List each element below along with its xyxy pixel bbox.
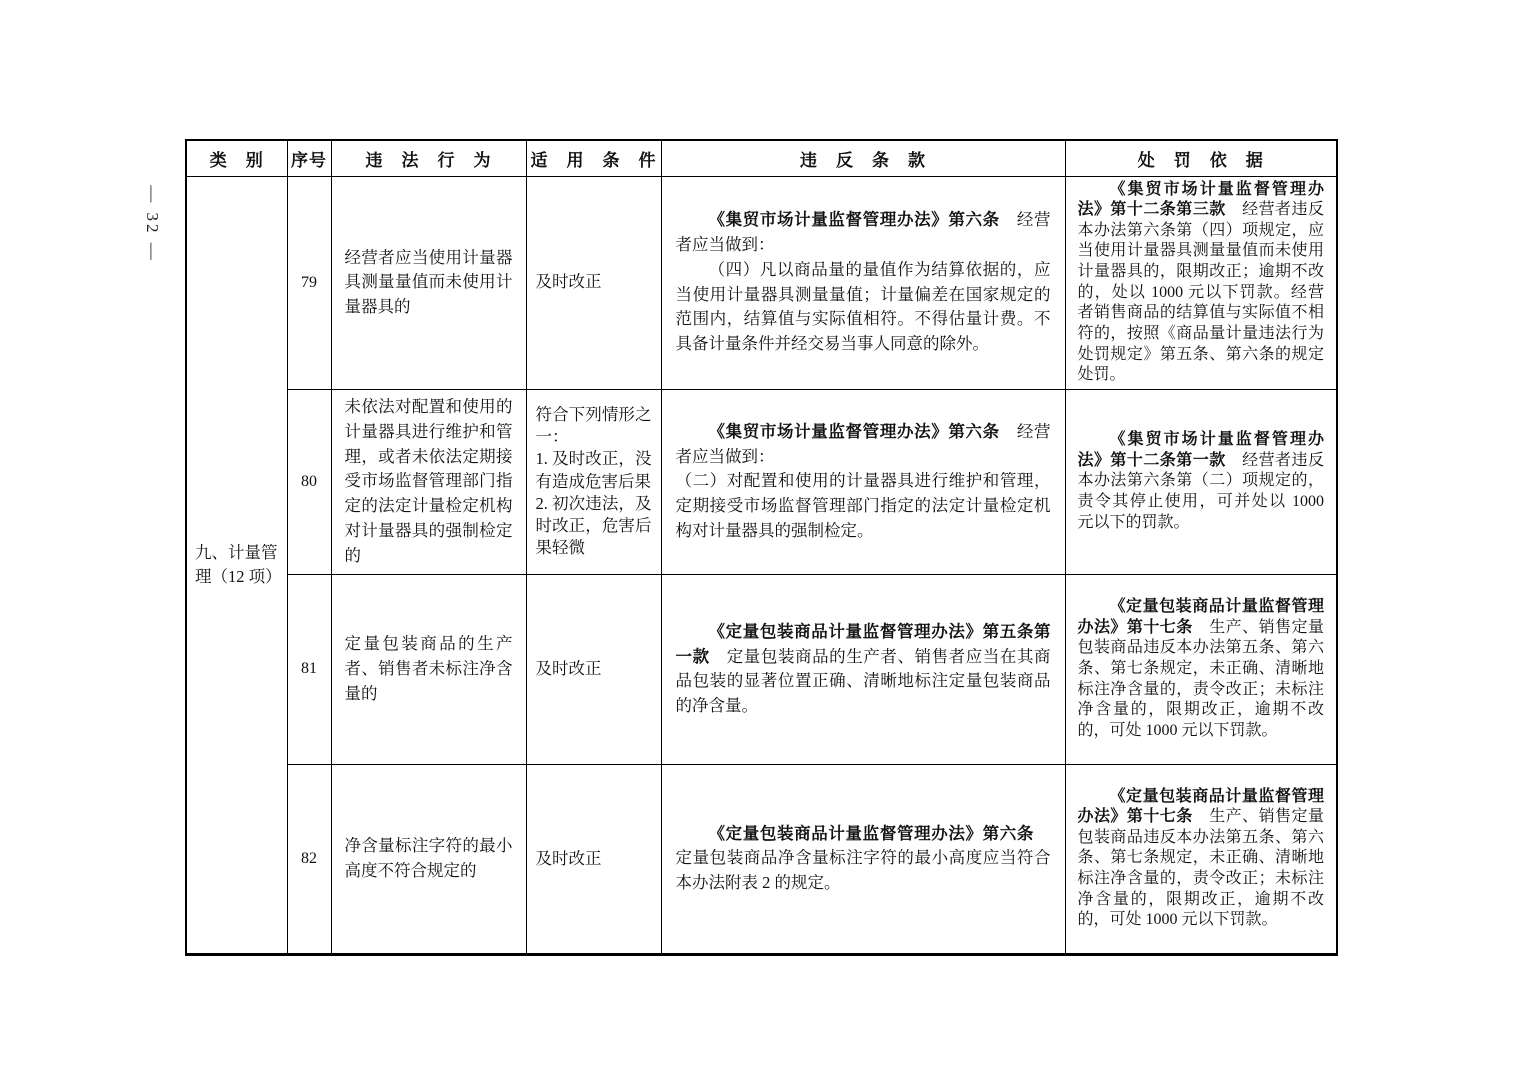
penalty-basis-cell — [1065, 176, 1337, 389]
law-reference-bold: 《定量包装商品计量监督管理办法》第十七条 — [1077, 787, 1324, 826]
applicable-condition-cell — [526, 176, 661, 389]
header-behavior: 违 法 行 为 — [331, 140, 526, 176]
penalty-basis-cell — [1065, 574, 1337, 764]
header-condition: 适 用 条 件 — [526, 140, 661, 176]
category-cell: 九、计量管理（12 项） — [186, 176, 287, 954]
paragraph: 《定量包装商品计量监督管理办法》第五条第一款 定量包装商品的生产者、销售者应当在其商品包装的显著位置正确、清晰地标注定量包装商品的净含量。 — [675, 622, 1051, 715]
condition-line: 及时改正 — [535, 659, 602, 679]
paragraph: 《集贸市场计量监督管理办法》第六条 经营者应当做到： — [675, 210, 1051, 255]
condition-line: 及时改正 — [535, 848, 602, 868]
paragraph: 《定量包装商品计量监督管理办法》第十七条 生产、销售定量包装商品违反本办法第五条、第六条、第七条规定，未正确、清晰地标注净含量的，责令改正；未标注净含量的，限期改正，逾期不改的，可处 1000 元以下罚款。 — [1077, 787, 1324, 929]
applicable-condition-cell — [526, 764, 661, 954]
header-clause: 违 反 条 款 — [661, 140, 1065, 176]
condition-line: 符合下列情形之一： — [535, 404, 652, 447]
law-reference-bold: 《集贸市场计量监督管理办法》第十二条第一款 — [1077, 431, 1324, 469]
paragraph: （四）凡以商品量的量值作为结算依据的，应当使用计量器具测量量值；计量偏差在国家规定的范围内，结算值与实际值相符。不得估量计费。不具备计量条件并经交易当事人同意的除外。 — [675, 259, 1051, 354]
header-penalty: 处 罚 依 据 — [1065, 140, 1337, 176]
illegal-behavior-cell: 定量包装商品的生产者、销售者未标注净含量的 — [331, 574, 526, 764]
header-no: 序号 — [287, 140, 331, 176]
table-header — [186, 140, 1337, 176]
violated-clause-cell — [661, 764, 1065, 954]
applicable-condition-cell — [526, 389, 661, 574]
illegal-behavior-cell: 净含量标注字符的最小高度不符合规定的 — [331, 764, 526, 954]
condition-line: 2. 初次违法，及时改正，危害后果轻微 — [535, 493, 652, 558]
penalty-basis-cell — [1065, 389, 1337, 574]
header-row — [186, 140, 1337, 176]
violated-clause-cell — [661, 176, 1065, 389]
violated-clause-cell — [661, 389, 1065, 574]
row-number-cell: 82 — [287, 764, 331, 954]
law-reference-bold: 《定量包装商品计量监督管理办法》第十七条 — [1077, 598, 1324, 636]
table-row — [186, 389, 1337, 574]
illegal-behavior-cell: 未依法对配置和使用的计量器具进行维护和管理，或者未依法定期接受市场监督管理部门指定的法定计量检定机构对计量器具的强制检定的 — [331, 389, 526, 574]
applicable-condition-cell — [526, 574, 661, 764]
paragraph: 《定量包装商品计量监督管理办法》第六条 定量包装商品净含量标注字符的最小高度应当符合本办法附表 2 的规定。 — [675, 823, 1051, 893]
condition-line: 1. 及时改正，没有造成危害后果 — [535, 449, 652, 491]
table-body — [186, 176, 1337, 954]
row-number-cell: 81 — [287, 574, 331, 764]
law-reference-bold: 《集贸市场计量监督管理办法》第十二条第三款 — [1077, 180, 1324, 219]
table-row — [186, 764, 1337, 954]
illegal-behavior-cell: 经营者应当使用计量器具测量量值而未使用计量器具的 — [331, 176, 526, 389]
violated-clause-cell — [661, 574, 1065, 764]
law-reference-bold: 《定量包装商品计量监督管理办法》第五条第一款 — [675, 622, 1051, 666]
paragraph: 《集贸市场计量监督管理办法》第六条 经营者应当做到： — [675, 421, 1051, 466]
row-number-cell: 79 — [287, 176, 331, 389]
header-category: 类 别 — [186, 140, 287, 176]
paragraph: （二）对配置和使用的计量器具进行维护和管理，定期接受市场监督管理部门指定的法定计量检定机构对计量器具的强制检定。 — [675, 471, 1051, 540]
page-number: — 32 — — [143, 185, 162, 263]
condition-line: 及时改正 — [535, 272, 602, 292]
table-row — [186, 574, 1337, 764]
paragraph: 《定量包装商品计量监督管理办法》第十七条 生产、销售定量包装商品违反本办法第五条、第六条、第七条规定，未正确、清晰地标注净含量的，责令改正；未标注净含量的，限期改正，逾期不改的，可处 1000 元以下罚款。 — [1077, 598, 1324, 739]
paragraph: 《集贸市场计量监督管理办法》第十二条第三款 经营者违反本办法第六条第（四）项规定，应当使用计量器具测量量值而未使用计量器具的，限期改正；逾期不改的，处以 1000 元以下罚款。经营者销售商品的结算值与实际值不相符的，按照《商品量计量违法行为处罚规定》第五条、第六条的规定处罚。 — [1077, 180, 1324, 384]
law-reference-bold: 《集贸市场计量监督管理办法》第六条 — [708, 422, 1000, 441]
table-row — [186, 176, 1337, 389]
row-number-cell: 80 — [287, 389, 331, 574]
law-reference-bold: 《集贸市场计量监督管理办法》第六条 — [708, 211, 1000, 230]
law-reference-bold: 《定量包装商品计量监督管理办法》第六条 — [708, 824, 1034, 843]
regulation-table — [185, 139, 1338, 956]
paragraph: 《集贸市场计量监督管理办法》第十二条第一款 经营者违反本办法第六条第（二）项规定的，责令其停止使用，可并处以 1000 元以下的罚款。 — [1077, 431, 1324, 531]
penalty-basis-cell — [1065, 764, 1337, 954]
